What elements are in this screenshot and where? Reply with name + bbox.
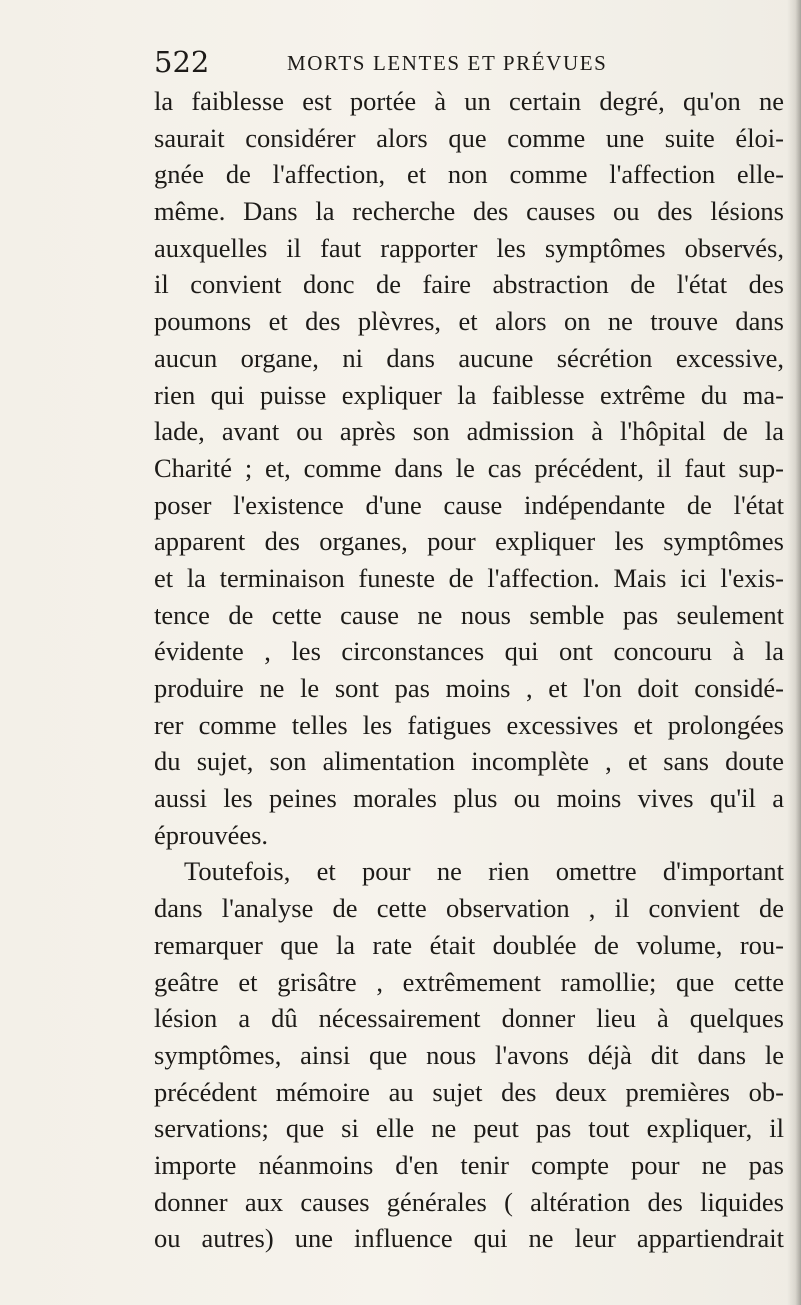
page-edge-shadow — [787, 0, 801, 1305]
page-header — [154, 46, 784, 78]
text-line: rien qui puisse expliquer la faiblesse extrême du ma- — [154, 379, 784, 410]
body-text — [154, 83, 784, 1257]
text-line: poser l'existence d'une cause indépendante de l'état — [154, 489, 784, 520]
text-line: rer comme telles les fatigues excessives et prolongées — [154, 709, 784, 740]
text-line: auxquelles il faut rapporter les symptômes observés, — [154, 232, 784, 263]
text-line: tence de cette cause ne nous semble pas seulement — [154, 599, 784, 630]
text-line: remarquer que la rate était doublée de volume, rou- — [154, 929, 784, 960]
text-line: la faiblesse est portée à un certain degré, qu'on ne — [154, 86, 784, 116]
text-line: du sujet, son alimentation incomplète , et sans doute — [154, 746, 784, 777]
text-line: même. Dans la recherche des causes ou des lésions — [154, 196, 784, 227]
text-line: précédent mémoire au sujet des deux premières ob- — [154, 1076, 784, 1107]
text-line: Toutefois, et pour ne rien omettre d'important — [184, 856, 784, 887]
page-number: 522 — [154, 45, 210, 79]
text-line: poumons et des plèvres, et alors on ne trouve dans — [154, 306, 784, 337]
text-line: éprouvées. — [154, 819, 269, 850]
text-line: évidente , les circonstances qui ont concouru à la — [154, 636, 784, 667]
text-line: aucun organe, ni dans aucune sécrétion excessive, — [154, 342, 784, 373]
text-line: et la terminaison funeste de l'affection. Mais ici l'exis- — [154, 562, 784, 593]
text-line: donner aux causes générales ( altération des liquides — [154, 1186, 784, 1217]
text-line: importe néanmoins d'en tenir compte pour ne pas — [154, 1149, 784, 1180]
text-line: Charité ; et, comme dans le cas précédent, il faut sup- — [154, 452, 784, 483]
text-line: gnée de l'affection, et non comme l'affection elle- — [154, 159, 784, 190]
text-line: il convient donc de faire abstraction de l'état des — [154, 269, 784, 300]
text-line: dans l'analyse de cette observation , il convient de — [154, 893, 784, 924]
text-line: lade, avant ou après son admission à l'hôpital de la — [154, 416, 784, 447]
text-line: produire ne le sont pas moins , et l'on doit considé- — [154, 673, 784, 703]
text-line: ou autres) une influence qui ne leur appartiendrait — [154, 1223, 784, 1254]
text-line: lésion a dû nécessairement donner lieu à quelques — [154, 1003, 784, 1034]
text-line: apparent des organes, pour expliquer les symptômes — [154, 526, 784, 557]
text-line: servations; que si elle ne peut pas tout expliquer, il — [154, 1113, 784, 1144]
text-line: geâtre et grisâtre , extrêmement ramollie; que cette — [154, 966, 784, 997]
text-line: aussi les peines morales plus ou moins vives qu'il a — [154, 783, 784, 814]
text-line: saurait considérer alors que comme une suite éloi- — [154, 122, 784, 153]
running-head: MORTS LENTES ET PRÉVUES — [287, 51, 608, 75]
text-line: symptômes, ainsi que nous l'avons déjà dit dans le — [154, 1039, 784, 1070]
